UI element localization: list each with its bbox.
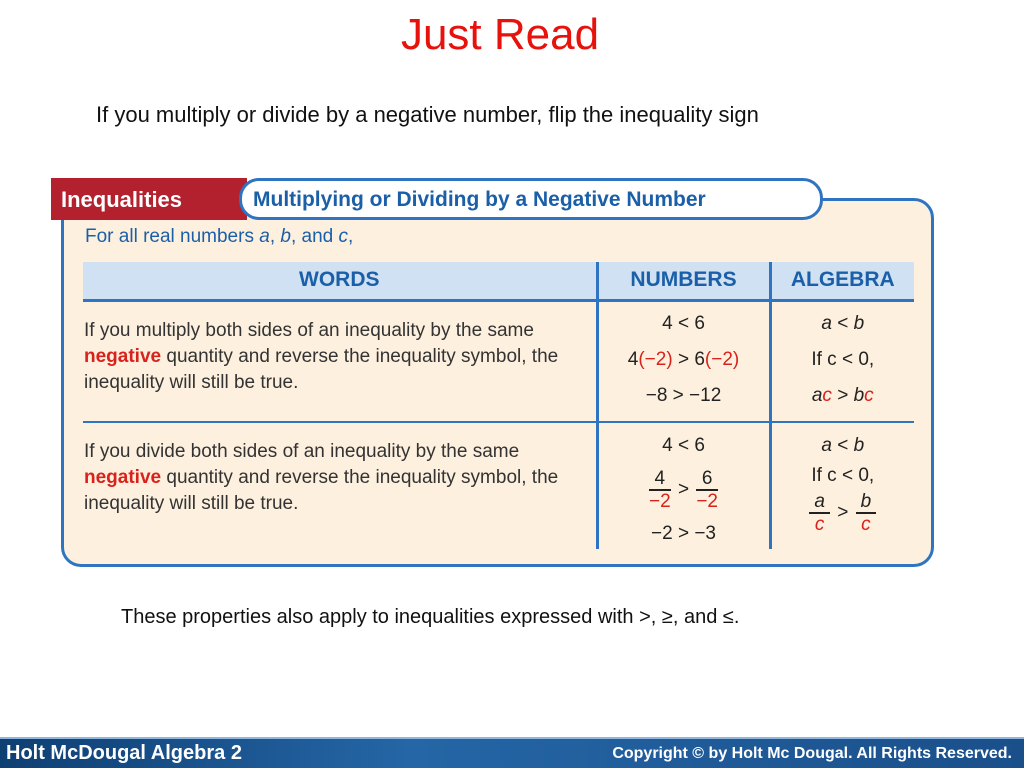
words-pre: If you multiply both sides of an inequality by the same bbox=[84, 319, 534, 341]
operator: > bbox=[677, 479, 690, 500]
numbers-factor: 4 bbox=[627, 348, 639, 370]
numbers-line-1: 4 < 6 bbox=[662, 435, 705, 456]
intro-and: and bbox=[301, 226, 334, 247]
algebra-fraction-line bbox=[772, 491, 915, 535]
fraction-right bbox=[856, 492, 877, 534]
table-row-divide bbox=[83, 422, 914, 549]
negative-multiplier: (−2) bbox=[638, 348, 673, 370]
operator: > bbox=[831, 384, 854, 406]
slide-title: Just Read bbox=[400, 10, 600, 59]
fraction-denominator: c bbox=[861, 513, 871, 535]
negative-multiplier: (−2) bbox=[704, 348, 740, 370]
column-header-numbers: NUMBERS bbox=[597, 262, 770, 300]
fraction-denominator: c bbox=[814, 513, 825, 535]
algebra-cell bbox=[770, 300, 914, 422]
fraction-numerator: a bbox=[809, 492, 830, 514]
algebra-line-1 bbox=[772, 431, 915, 461]
intro-var-b: b bbox=[280, 226, 291, 247]
var-a: a bbox=[821, 312, 832, 334]
table-row-multiply bbox=[83, 300, 914, 422]
algebra-line-2: If c < 0, bbox=[811, 465, 875, 486]
algebra-line-2: If c < 0, bbox=[811, 348, 875, 370]
column-header-words: WORDS bbox=[83, 262, 597, 300]
operator: > bbox=[837, 502, 849, 523]
words-cell bbox=[83, 422, 597, 549]
fraction-left bbox=[649, 469, 671, 511]
words-post: quantity and reverse the inequality symbol, the inequality will still be true. bbox=[84, 467, 559, 514]
intro-var-a: a bbox=[259, 226, 270, 247]
card-intro: For all real numbers a, b, and c, bbox=[85, 226, 354, 247]
operator: < bbox=[831, 312, 854, 334]
intro-var-c: c bbox=[338, 226, 348, 247]
numbers-mid: > 6 bbox=[672, 348, 705, 370]
card-header bbox=[51, 178, 823, 220]
column-header-algebra: ALGEBRA bbox=[770, 262, 914, 300]
fraction-right bbox=[696, 469, 718, 511]
footer-course-title: Holt McDougal Algebra 2 bbox=[6, 742, 242, 764]
inequalities-tag: Inequalities bbox=[51, 178, 247, 220]
properties-table bbox=[83, 262, 914, 549]
fraction-numerator: 6 bbox=[696, 469, 718, 491]
fraction-left bbox=[809, 492, 830, 534]
footnote: These properties also apply to inequalities expressed with >, ≥, and ≤. bbox=[121, 606, 740, 628]
words-pre: If you divide both sides of an inequality by the same bbox=[84, 441, 520, 462]
negative-emphasis: negative bbox=[84, 467, 162, 488]
operator: < bbox=[831, 435, 854, 456]
words-text bbox=[83, 423, 596, 517]
var-a: a bbox=[811, 384, 823, 406]
fraction-numerator: b bbox=[856, 492, 877, 514]
words-post: quantity and reverse the inequality symbol, the inequality will still be true. bbox=[84, 345, 559, 393]
algebra-line-1 bbox=[772, 306, 915, 342]
numbers-line-3: −2 > −3 bbox=[651, 523, 716, 544]
footer-bar bbox=[0, 737, 1024, 768]
negative-emphasis: negative bbox=[84, 345, 162, 367]
card-heading: Multiplying or Dividing by a Negative Number bbox=[239, 178, 823, 220]
fraction-denominator: −2 bbox=[648, 490, 671, 512]
table-header-row bbox=[83, 262, 914, 300]
numbers-fraction-line bbox=[599, 461, 769, 519]
var-b: b bbox=[853, 435, 865, 456]
words-cell bbox=[83, 300, 597, 422]
numbers-cell bbox=[597, 422, 770, 549]
algebra-line-3 bbox=[772, 378, 915, 414]
fraction-denominator: −2 bbox=[696, 490, 718, 512]
var-c: c bbox=[822, 384, 832, 406]
var-a: a bbox=[821, 435, 832, 456]
slide-subtitle: If you multiply or divide by a negative number, flip the inequality sign bbox=[96, 102, 759, 127]
numbers-line-3: −8 > −12 bbox=[645, 384, 722, 406]
fraction-numerator: 4 bbox=[649, 469, 671, 491]
numbers-line-2 bbox=[599, 342, 769, 378]
var-c: c bbox=[864, 384, 874, 406]
var-b: b bbox=[853, 312, 865, 334]
algebra-cell bbox=[770, 422, 914, 549]
var-b: b bbox=[853, 384, 865, 406]
intro-prefix: For all real numbers bbox=[85, 226, 260, 247]
numbers-line-1: 4 < 6 bbox=[662, 312, 705, 334]
words-text bbox=[83, 302, 596, 396]
numbers-cell bbox=[597, 300, 770, 422]
footer-copyright: Copyright © by Holt Mc Dougal. All Rights Reserved. bbox=[612, 745, 1012, 762]
